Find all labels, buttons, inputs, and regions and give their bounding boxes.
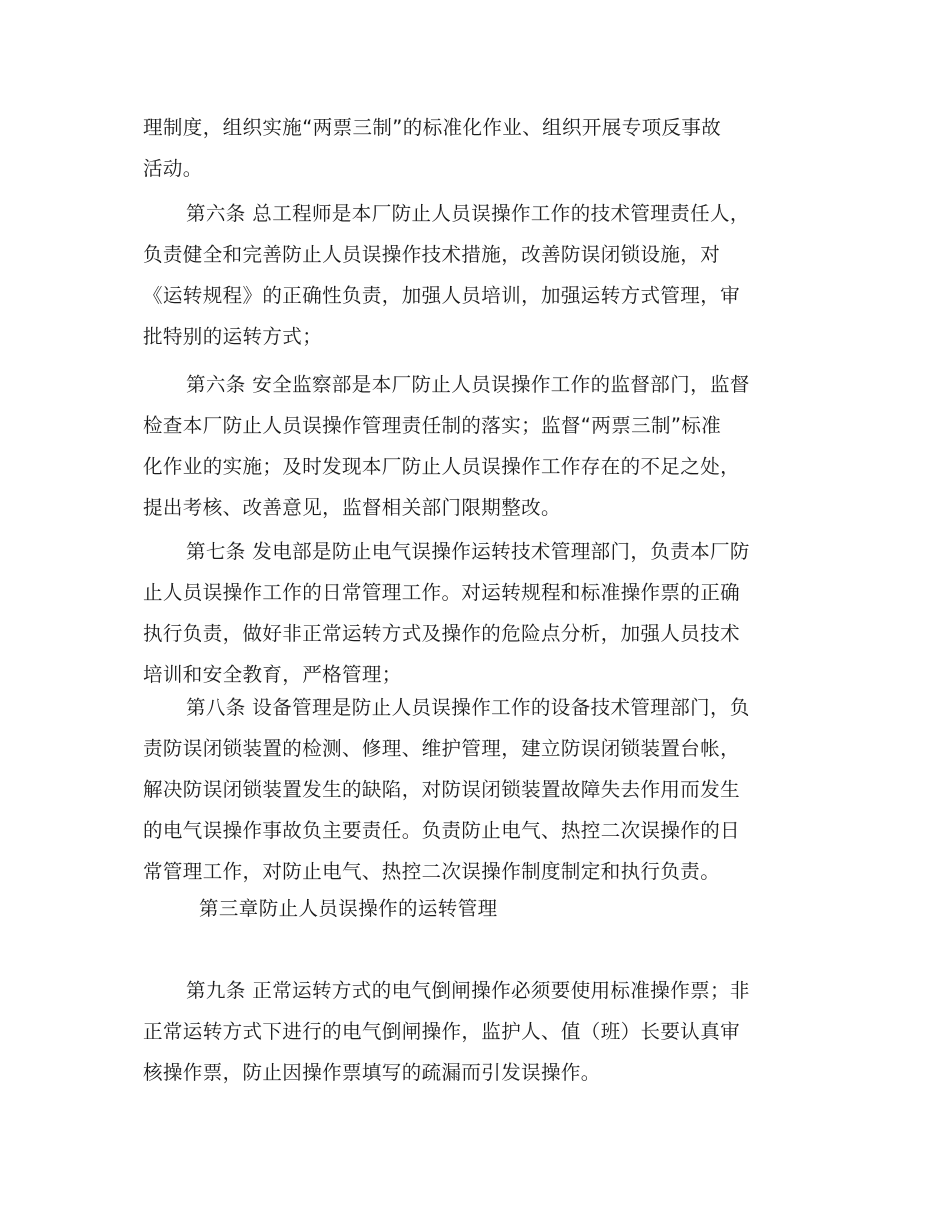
heading-text: 第三章防止人员误操作的运转管理 [199,897,498,920]
text-line: 理制度，组织实施“两票三制”的标准化作业、组织开展专项反事故 [143,116,722,139]
text-line: 活动。 [143,157,203,180]
paragraph-continuation [143,107,808,189]
text-line: 第七条 发电部是防止电气误操作运转技术管理部门，负责本厂防 [186,540,750,563]
text-line: 培训和安全教育，严格管理； [143,663,402,686]
paragraph-article-9 [143,970,808,1093]
text-line: 第六条 总工程师是本厂防止人员误操作工作的技术管理责任人， [186,202,750,225]
text-line: 的电气误操作事故负主要责任。负责防止电气、热控二次误操作的日 [143,819,741,842]
text-line: 第六条 安全监察部是本厂防止人员误操作工作的监督部门，监督 [186,373,750,396]
paragraph-article-6-chief-engineer [143,193,808,357]
paragraph-article-7 [143,531,808,695]
text-line: 责防误闭锁装置的检测、修理、维护管理，建立防误闭锁装置台帐， [143,737,741,760]
text-line: 第八条 设备管理是防止人员误操作工作的设备技术管理部门，负 [186,696,750,719]
text-line: 提出考核、改善意见，监督相关部门限期整改。 [143,496,561,519]
text-line: 执行负责，做好非正常运转方式及操作的危险点分析，加强人员技术 [143,622,741,645]
text-line: 核操作票，防止因操作票填写的疏漏而引发误操作。 [143,1061,601,1084]
text-line: 正常运转方式下进行的电气倒闸操作，监护人、值（班）长要认真审 [143,1020,741,1043]
text-line: 检查本厂防止人员误操作管理责任制的落实；监督“两票三制”标准 [143,414,722,437]
text-line: 化作业的实施；及时发现本厂防止人员误操作工作存在的不足之处， [143,455,741,478]
text-line: 《运转规程》的正确性负责，加强人员培训，加强运转方式管理，审 [143,284,741,307]
text-line: 第九条 正常运转方式的电气倒闸操作必须要使用标准操作票；非 [186,979,750,1002]
text-line: 止人员误操作工作的日常管理工作。对运转规程和标准操作票的正确 [143,581,741,604]
chapter-heading [199,888,864,929]
paragraph-article-6-safety-supervision [143,364,808,528]
paragraph-article-8 [143,687,808,892]
text-line: 批特别的运转方式； [143,325,323,348]
text-line: 负责健全和完善防止人员误操作技术措施，改善防误闭锁设施，对 [143,243,721,266]
text-line: 常管理工作，对防止电气、热控二次误操作制度制定和执行负责。 [143,860,721,883]
text-line: 解决防误闭锁装置发生的缺陷，对防误闭锁装置故障失去作用而发生 [143,778,741,801]
